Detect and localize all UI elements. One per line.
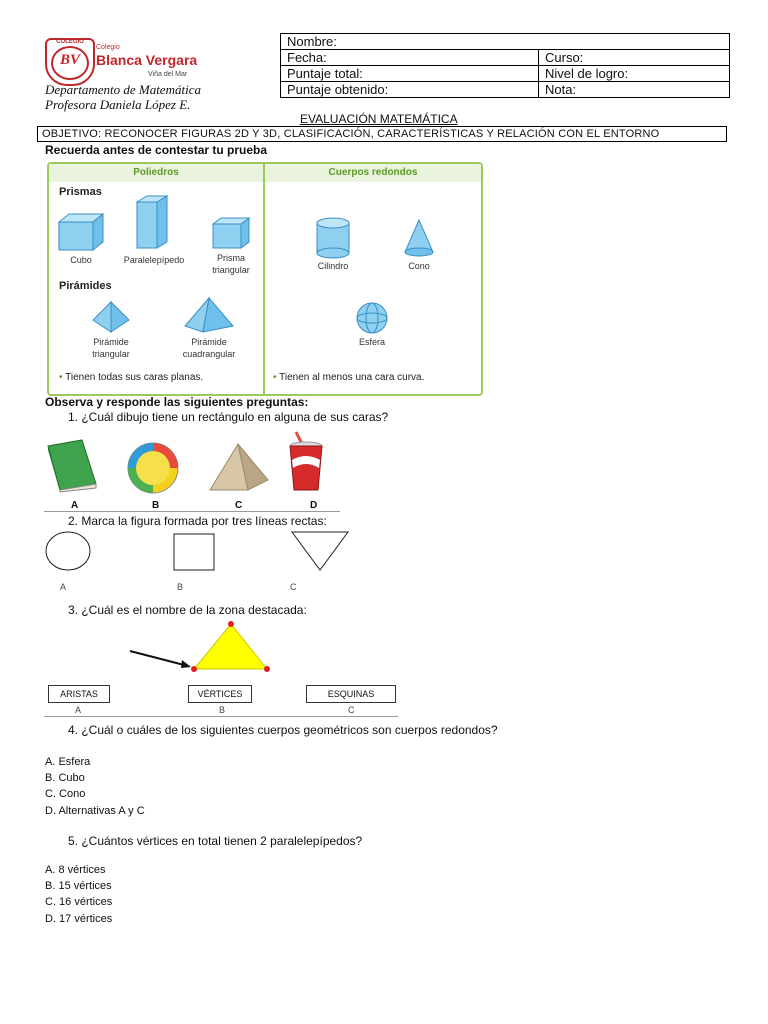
reference-divider <box>263 164 265 394</box>
q5-option-a[interactable]: A. 8 vértices <box>45 864 106 876</box>
instructions-heading: Observa y responde las siguientes preguntas: <box>45 395 309 409</box>
right-note: • Tienen al menos una cara curva. <box>273 372 425 383</box>
q5-option-c[interactable]: C. 16 vértices <box>45 896 113 908</box>
school-crest-logo <box>45 38 95 86</box>
cylinder-icon <box>315 218 351 258</box>
student-info-table <box>280 33 730 98</box>
logo-school-name: Blanca Vergara <box>96 52 198 68</box>
nombre-field[interactable]: Nombre: <box>281 34 730 50</box>
teacher-label: Profesora Daniela López E. <box>45 97 191 112</box>
q5-option-d[interactable]: D. 17 vértices <box>45 913 113 925</box>
q3-divider <box>44 716 398 717</box>
left-note: • Tienen todas sus caras planas. <box>59 372 204 383</box>
reference-box <box>47 162 483 396</box>
remember-heading: Recuerda antes de contestar tu prueba <box>45 143 268 157</box>
q3-label-b: B <box>219 705 226 715</box>
q2-label-a: A <box>60 582 67 592</box>
vertex-dot-right <box>264 666 270 672</box>
q2-label-b: B <box>177 582 184 592</box>
vertex-dot-top <box>228 621 234 627</box>
esquinas-option[interactable]: ESQUINAS <box>306 685 396 703</box>
nivel-logro-field[interactable]: Nivel de logro: <box>539 66 730 82</box>
q1-label-a: A <box>71 500 79 511</box>
crest-letters: BV <box>59 52 80 68</box>
logo-school-word: Colegio <box>96 44 120 51</box>
department-label: Departamento de Matemática <box>45 82 201 97</box>
paralelepipedo-label: Paralelepípedo <box>123 255 185 265</box>
q4-option-c[interactable]: C. Cono <box>45 788 86 800</box>
objective-box: OBJETIVO: RECONOCER FIGURAS 2D Y 3D, CLASIFICACIÓN, CARACTERÍSTICAS Y RELACIÓN CON EL ENTORNO <box>37 126 727 142</box>
q5-option-b[interactable]: B. 15 vértices <box>45 880 112 892</box>
cup-icon[interactable] <box>288 430 324 492</box>
aristas-option[interactable]: ARISTAS <box>48 685 110 703</box>
piramide-tri-label-2: triangular <box>92 349 130 359</box>
q3-label-c: C <box>348 705 355 715</box>
question-5-text: 5. ¿Cuántos vértices en total tienen 2 paralelepípedos? <box>68 834 363 848</box>
q2-label-c: C <box>290 582 297 592</box>
page-title: EVALUACIÓN MATEMÁTICA <box>300 112 458 126</box>
prismas-title: Prismas <box>59 186 102 198</box>
cuerpos-redondos-header: Cuerpos redondos <box>265 164 481 182</box>
parallelepiped-icon <box>135 194 169 250</box>
q3-label-a: A <box>75 705 82 715</box>
q1-label-d: D <box>310 500 318 511</box>
prisma-label-2: triangular <box>212 265 250 275</box>
poliedros-header: Poliedros <box>49 164 263 182</box>
crest-top-text: COLEGIO <box>56 39 84 45</box>
vertex-dot-left <box>191 666 197 672</box>
cone-icon <box>403 220 435 258</box>
cono-label: Cono <box>408 261 430 271</box>
question-2-text: 2. Marca la figura formada por tres líneas rectas: <box>68 514 327 528</box>
arrow-head-icon <box>181 660 191 668</box>
piramides-title: Pirámides <box>59 280 112 292</box>
circle-shape-icon[interactable] <box>44 530 92 572</box>
beach-ball-icon[interactable] <box>124 442 182 494</box>
triangle-shape-icon[interactable] <box>290 530 350 572</box>
logo-city: Viña del Mar <box>148 71 188 78</box>
q1-label-b: B <box>152 500 160 511</box>
square-pyramid-icon <box>183 296 235 334</box>
piramide-cua-label-2: cuadrangular <box>182 349 236 359</box>
prisma-label-1: Prisma <box>216 253 245 263</box>
nota-field[interactable]: Nota: <box>539 82 730 98</box>
puntaje-obtenido-field[interactable]: Puntaje obtenido: <box>281 82 539 98</box>
cilindro-label: Cilindro <box>317 261 349 271</box>
vertices-option[interactable]: VÉRTICES <box>188 685 252 703</box>
q4-option-d[interactable]: D. Alternativas A y C <box>45 805 145 817</box>
triangular-pyramid-icon <box>91 300 131 334</box>
esfera-label: Esfera <box>358 337 385 347</box>
q1-label-c: C <box>235 500 243 511</box>
q4-option-b[interactable]: B. Cubo <box>45 772 85 784</box>
fecha-field[interactable]: Fecha: <box>281 50 539 66</box>
puntaje-total-field[interactable]: Puntaje total: <box>281 66 539 82</box>
cubo-label: Cubo <box>70 255 92 265</box>
question-1-text: 1. ¿Cuál dibujo tiene un rectángulo en alguna de sus caras? <box>68 410 389 424</box>
q1-divider <box>44 511 340 512</box>
question-4-text: 4. ¿Cuál o cuáles de los siguientes cuerpos geométricos son cuerpos redondos? <box>68 723 498 737</box>
pyramid-object-icon[interactable] <box>208 442 270 492</box>
highlighted-triangle-diagram <box>128 618 278 674</box>
piramide-cua-label-1: Pirámide <box>191 337 227 347</box>
square-shape-icon[interactable] <box>172 532 216 572</box>
book-icon[interactable] <box>46 440 98 492</box>
q4-option-a[interactable]: A. Esfera <box>45 756 91 768</box>
piramide-tri-label-1: Pirámide <box>93 337 129 347</box>
curso-field[interactable]: Curso: <box>539 50 730 66</box>
question-3-text: 3. ¿Cuál es el nombre de la zona destacada: <box>68 603 307 617</box>
triangular-prism-icon <box>211 218 251 250</box>
cube-icon <box>57 212 107 252</box>
sphere-icon <box>355 302 389 334</box>
